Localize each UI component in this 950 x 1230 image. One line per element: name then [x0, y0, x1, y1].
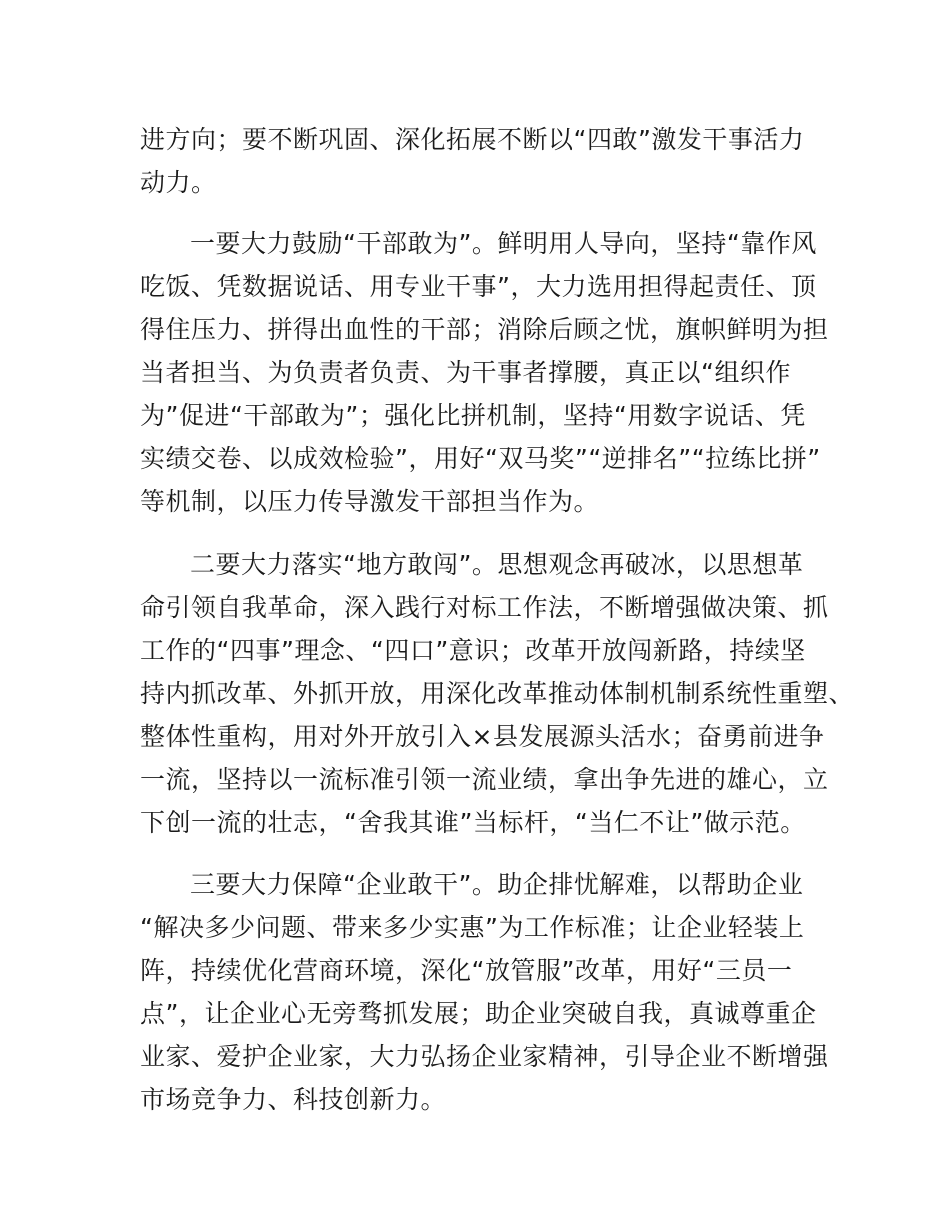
text-line-2: 动力。 [140, 168, 217, 197]
text-line-8: 实绩交卷、以成效检验”，用好“双马奖”“逆排名”“拉练比拼” [140, 444, 821, 473]
text-line-10: 二要大力落实“地方敢闯”。思想观念再破冰，以思想革 [190, 550, 804, 579]
text-line-18: “解决多少问题、带来多少实惠”为工作标准；让企业轻装上 [140, 913, 805, 942]
text-line-3: 一要大力鼓励“干部敢为”。鲜明用人导向，坚持“靠作风 [190, 229, 817, 258]
text-line-6: 当者担当、为负责者负责、为干事者撑腰，真正以“组织作 [140, 358, 791, 387]
text-line-14: 整体性重构，用对外开放引入×县发展源头活水；奋勇前进争 [140, 722, 825, 751]
text-line-5: 得住压力、拼得出血性的干部；消除后顾之忧，旗帜鲜明为担 [140, 315, 829, 344]
text-line-13: 持内抓改革、外抓开放，用深化改革推动体制机制系统性重塑、 [140, 679, 855, 708]
text-line-12: 工作的“四事”理念、“四口”意识；改革开放闯新路，持续坚 [140, 636, 806, 665]
text-line-9: 等机制，以压力传导激发干部担当作为。 [140, 487, 600, 516]
text-line-15: 一流，坚持以一流标准引领一流业绩，拿出争先进的雄心，立 [140, 765, 829, 794]
text-line-7: 为”促进“干部敢为”；强化比拼机制，坚持“用数字说话、凭 [140, 401, 806, 430]
text-line-11: 命引领自我革命，深入践行对标工作法，不断增强做决策、抓 [140, 593, 829, 622]
text-line-16: 下创一流的壮志，“舍我其谁”当标杆，“当仁不让”做示范。 [140, 808, 806, 837]
text-line-1: 进方向；要不断巩固、深化拓展不断以“四敢”激发干事活力 [140, 125, 805, 154]
text-line-22: 市场竞争力、科技创新力。 [140, 1085, 447, 1114]
text-line-21: 业家、爱护企业家，大力弘扬企业家精神，引导企业不断增强 [140, 1042, 829, 1071]
text-line-4: 吃饭、凭数据说话、用专业干事”，大力选用担得起责任、顶 [140, 272, 817, 301]
text-line-17: 三要大力保障“企业敢干”。助企排忧解难，以帮助企业 [190, 870, 804, 899]
text-line-20: 点”，让企业心无旁骛抓发展；助企业突破自我，真诚尊重企 [140, 999, 817, 1028]
text-line-19: 阵，持续优化营商环境，深化“放管服”改革，用好“三员一 [140, 956, 793, 985]
